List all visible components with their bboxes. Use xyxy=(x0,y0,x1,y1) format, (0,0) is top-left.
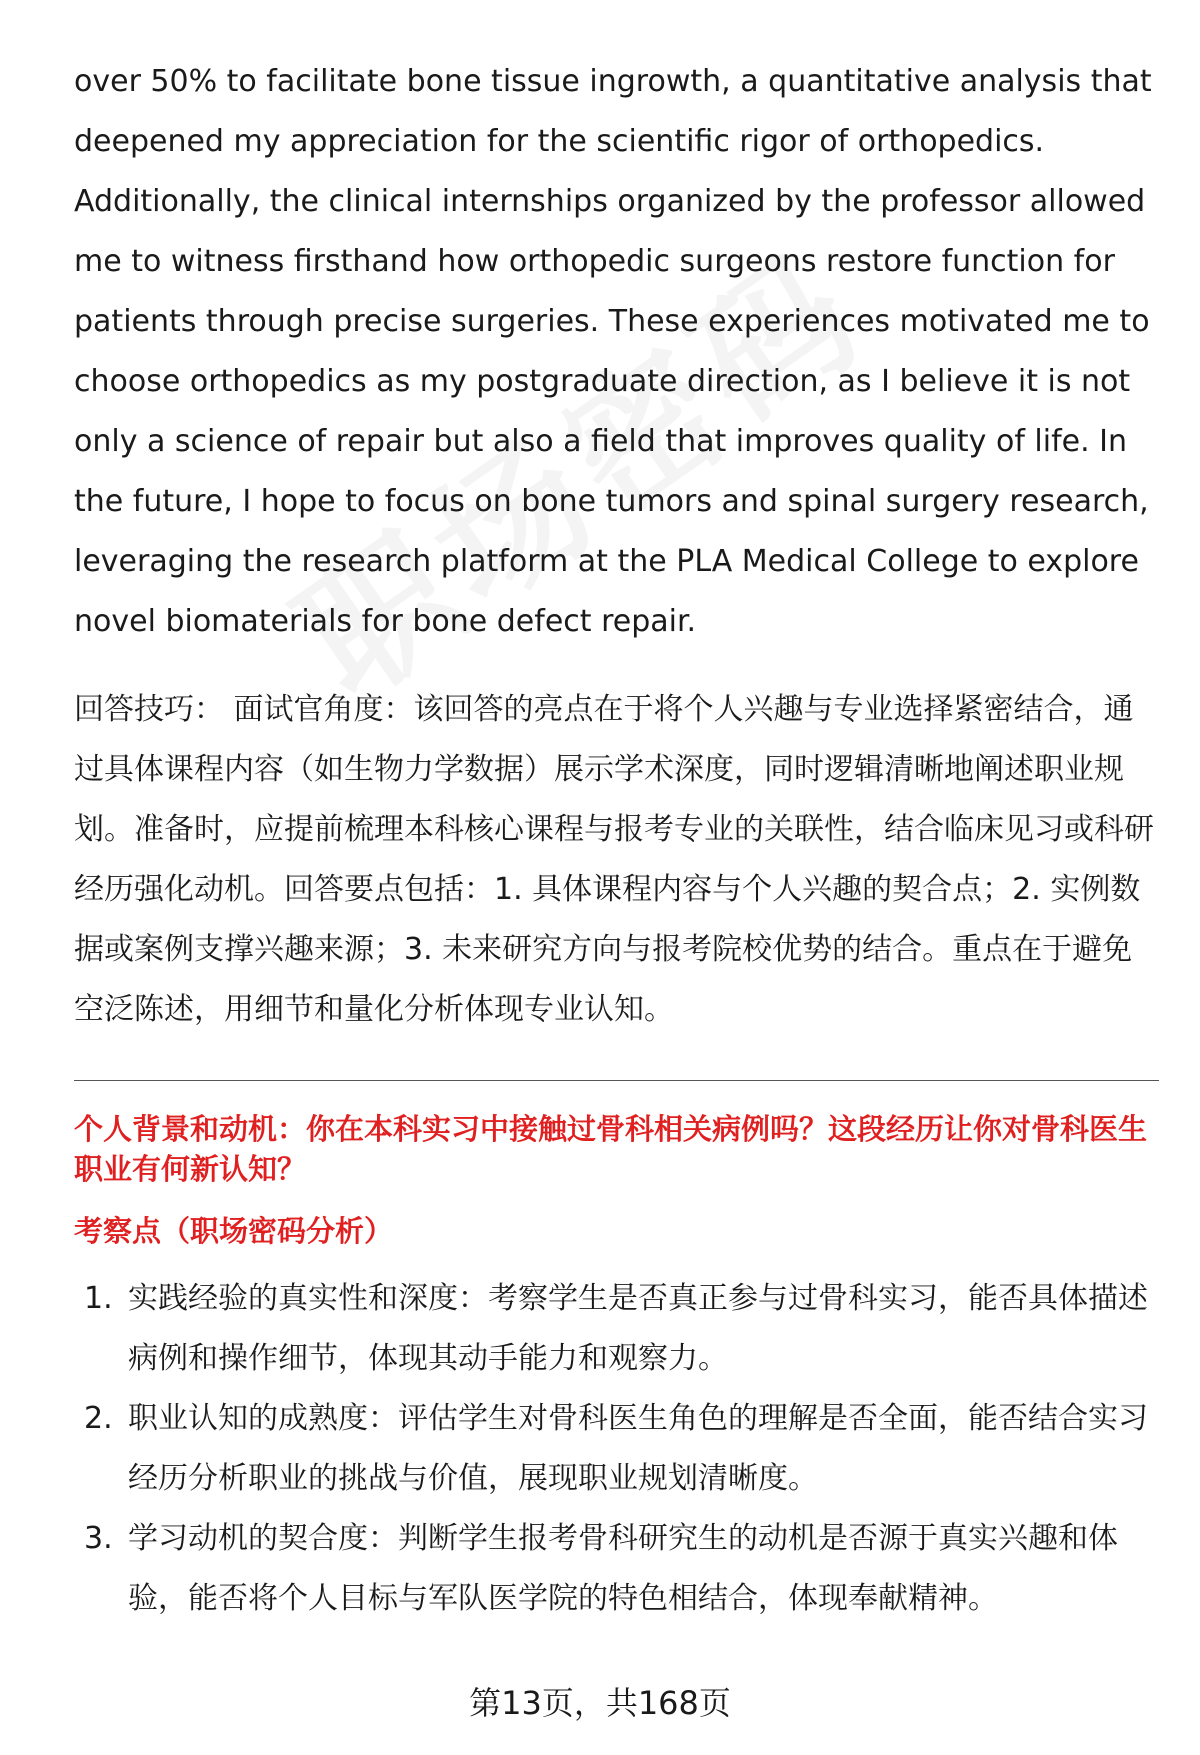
page-number-footer: 第13页，共168页 xyxy=(469,1684,731,1722)
list-item-text: 职业认知的成熟度：评估学生对骨科医生角色的理解是否全面，能否结合实习经历分析职业的挑战与价值，展现职业规划清晰度。 xyxy=(128,1401,1148,1496)
answer-tips-paragraph: 回答技巧： 面试官角度：该回答的亮点在于将个人兴趣与专业选择紧密结合，通过具体课程内容（如生物力学数据）展示学术深度，同时逻辑清晰地阐述职业规划。准备时，应提前梳理本科核心课程与报考专业的关联性，结合临床见习或科研经历强化动机。回答要点包括：1. 具体课程内容与个人兴趣的契合点；2. 实例数据或案例支撑兴趣来源；3. 未来研究方向与报考院校优势的结合。重点在于避免空泛陈述，用细节和量化分析体现专业认知。 xyxy=(74,692,1154,1027)
list-item xyxy=(74,1389,1159,1509)
list-item-number: 2. xyxy=(84,1401,113,1436)
question-heading: 个人背景和动机：你在本科实习中接触过骨科相关病例吗？这段经历让你对骨科医生职业有何新认知？ xyxy=(74,1112,1148,1186)
assessment-points-list xyxy=(74,1269,1159,1629)
list-item-number: 3. xyxy=(84,1521,113,1556)
list-item xyxy=(74,1509,1159,1629)
list-item-text: 学习动机的契合度：判断学生报考骨科研究生的动机是否源于真实兴趣和体验，能否将个人目标与军队医学院的特色相结合，体现奉献精神。 xyxy=(128,1521,1118,1616)
assessment-subheading: 考察点（职场密码分析） xyxy=(74,1214,394,1248)
list-item-text: 实践经验的真实性和深度：考察学生是否真正参与过骨科实习，能否具体描述病例和操作细节，体现其动手能力和观察力。 xyxy=(128,1281,1148,1376)
list-item-number: 1. xyxy=(84,1281,113,1316)
english-paragraph: over 50% to facilitate bone tissue ingrowth, a quantitative analysis that deepened my appreciation for the scientific rigor of orthopedics. Additionally, the clinical internships organized by the professor allowed me to witness firsthand how orthopedic surgeons restore function for patients through precise surgeries. These experiences motivated me to choose orthopedics as my postgraduate direction, as I believe it is not only a science of repair but also a field that improves quality of life. In the future, I hope to focus on bone tumors and spinal surgery research, leveraging the research platform at the PLA Medical College to explore novel biomaterials for bone defect repair. xyxy=(74,64,1152,639)
section-divider xyxy=(74,1080,1159,1081)
list-item xyxy=(74,1269,1159,1389)
page-content xyxy=(74,52,1159,1629)
